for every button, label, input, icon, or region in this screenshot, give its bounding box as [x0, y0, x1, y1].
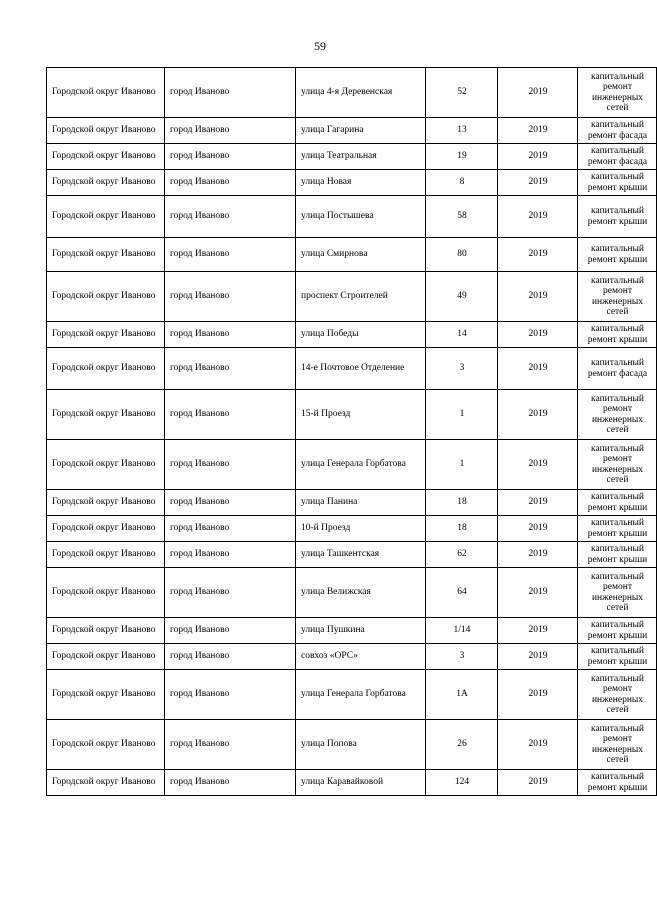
year-cell: 2019 — [498, 144, 578, 170]
table-row — [47, 516, 657, 542]
work-type-cell: капитальный ремонт крыши — [578, 238, 657, 272]
locality-cell: город Иваново — [165, 238, 296, 272]
table-row — [47, 770, 657, 796]
house-number-cell: 18 — [426, 490, 498, 516]
work-type-cell: капитальный ремонт крыши — [578, 618, 657, 644]
year-cell: 2019 — [498, 720, 578, 770]
locality-cell: город Иваново — [165, 516, 296, 542]
work-type-cell: капитальный ремонт крыши — [578, 170, 657, 196]
locality-cell: город Иваново — [165, 348, 296, 390]
year-cell: 2019 — [498, 348, 578, 390]
work-type-cell: капитальный ремонт фасада — [578, 118, 657, 144]
locality-cell: город Иваново — [165, 170, 296, 196]
locality-cell: город Иваново — [165, 196, 296, 238]
municipality-cell: Городской округ Иваново — [47, 390, 165, 440]
work-type-cell: капитальный ремонт крыши — [578, 770, 657, 796]
year-cell: 2019 — [498, 238, 578, 272]
house-number-cell: 1/14 — [426, 618, 498, 644]
year-cell: 2019 — [498, 542, 578, 568]
street-cell: 10-й Проезд — [296, 516, 426, 542]
street-cell: улица Ташкентская — [296, 542, 426, 568]
municipality-cell: Городской округ Иваново — [47, 490, 165, 516]
house-number-cell: 13 — [426, 118, 498, 144]
work-type-cell: капитальный ремонт инженерных сетей — [578, 68, 657, 118]
year-cell: 2019 — [498, 440, 578, 490]
locality-cell: город Иваново — [165, 144, 296, 170]
year-cell: 2019 — [498, 68, 578, 118]
year-cell: 2019 — [498, 196, 578, 238]
house-number-cell: 62 — [426, 542, 498, 568]
table-row — [47, 670, 657, 720]
locality-cell: город Иваново — [165, 68, 296, 118]
table-row — [47, 322, 657, 348]
locality-cell: город Иваново — [165, 618, 296, 644]
municipality-cell: Городской округ Иваново — [47, 516, 165, 542]
house-number-cell: 49 — [426, 272, 498, 322]
year-cell: 2019 — [498, 390, 578, 440]
house-number-cell: 14 — [426, 322, 498, 348]
work-type-cell: капитальный ремонт инженерных сетей — [578, 390, 657, 440]
table-row — [47, 118, 657, 144]
work-type-cell: капитальный ремонт крыши — [578, 644, 657, 670]
house-number-cell: 3 — [426, 348, 498, 390]
locality-cell: город Иваново — [165, 720, 296, 770]
table-row — [47, 144, 657, 170]
municipality-cell: Городской округ Иваново — [47, 618, 165, 644]
house-number-cell: 52 — [426, 68, 498, 118]
table-row — [47, 490, 657, 516]
municipality-cell: Городской округ Иваново — [47, 68, 165, 118]
street-cell: 14-е Почтовое Отделение — [296, 348, 426, 390]
table-row — [47, 196, 657, 238]
work-type-cell: капитальный ремонт инженерных сетей — [578, 720, 657, 770]
year-cell: 2019 — [498, 516, 578, 542]
table-row — [47, 170, 657, 196]
municipality-cell: Городской округ Иваново — [47, 568, 165, 618]
year-cell: 2019 — [498, 770, 578, 796]
house-number-cell: 8 — [426, 170, 498, 196]
page-number: 59 — [314, 39, 326, 53]
municipality-cell: Городской округ Иваново — [47, 170, 165, 196]
street-cell: улица Новая — [296, 170, 426, 196]
street-cell: совхоз «ОРС» — [296, 644, 426, 670]
table-row — [47, 272, 657, 322]
street-cell: улица Генерала Горбатова — [296, 670, 426, 720]
year-cell: 2019 — [498, 322, 578, 348]
work-type-cell: капитальный ремонт инженерных сетей — [578, 440, 657, 490]
municipality-cell: Городской округ Иваново — [47, 644, 165, 670]
work-type-cell: капитальный ремонт крыши — [578, 196, 657, 238]
street-cell: улица Гагарина — [296, 118, 426, 144]
house-number-cell: 19 — [426, 144, 498, 170]
locality-cell: город Иваново — [165, 770, 296, 796]
municipality-cell: Городской округ Иваново — [47, 238, 165, 272]
work-type-cell: капитальный ремонт инженерных сетей — [578, 272, 657, 322]
year-cell: 2019 — [498, 170, 578, 196]
municipality-cell: Городской округ Иваново — [47, 440, 165, 490]
house-number-cell: 1 — [426, 440, 498, 490]
table-row — [47, 238, 657, 272]
year-cell: 2019 — [498, 618, 578, 644]
street-cell: улица Панина — [296, 490, 426, 516]
street-cell: улица Театральная — [296, 144, 426, 170]
work-type-cell: капитальный ремонт фасада — [578, 144, 657, 170]
work-type-cell: капитальный ремонт крыши — [578, 516, 657, 542]
table-row — [47, 68, 657, 118]
locality-cell: город Иваново — [165, 390, 296, 440]
municipality-cell: Городской округ Иваново — [47, 542, 165, 568]
locality-cell: город Иваново — [165, 490, 296, 516]
municipality-cell: Городской округ Иваново — [47, 348, 165, 390]
work-type-cell: капитальный ремонт крыши — [578, 322, 657, 348]
street-cell: улица 4-я Деревенская — [296, 68, 426, 118]
street-cell: улица Победы — [296, 322, 426, 348]
locality-cell: город Иваново — [165, 118, 296, 144]
locality-cell: город Иваново — [165, 644, 296, 670]
house-number-cell: 26 — [426, 720, 498, 770]
year-cell: 2019 — [498, 118, 578, 144]
year-cell: 2019 — [498, 568, 578, 618]
street-cell: проспект Строителей — [296, 272, 426, 322]
year-cell: 2019 — [498, 272, 578, 322]
street-cell: улица Постышева — [296, 196, 426, 238]
locality-cell: город Иваново — [165, 322, 296, 348]
municipality-cell: Городской округ Иваново — [47, 322, 165, 348]
street-cell: улица Попова — [296, 720, 426, 770]
locality-cell: город Иваново — [165, 440, 296, 490]
street-cell: 15-й Проезд — [296, 390, 426, 440]
municipality-cell: Городской округ Иваново — [47, 272, 165, 322]
table-row — [47, 390, 657, 440]
street-cell: улица Пушкина — [296, 618, 426, 644]
house-number-cell: 80 — [426, 238, 498, 272]
work-type-cell: капитальный ремонт крыши — [578, 490, 657, 516]
street-cell: улица Каравайковой — [296, 770, 426, 796]
house-number-cell: 64 — [426, 568, 498, 618]
year-cell: 2019 — [498, 644, 578, 670]
table-row — [47, 348, 657, 390]
municipality-cell: Городской округ Иваново — [47, 144, 165, 170]
locality-cell: город Иваново — [165, 272, 296, 322]
locality-cell: город Иваново — [165, 568, 296, 618]
repair-registry-table — [46, 67, 657, 796]
municipality-cell: Городской округ Иваново — [47, 670, 165, 720]
year-cell: 2019 — [498, 490, 578, 516]
work-type-cell: капитальный ремонт инженерных сетей — [578, 670, 657, 720]
house-number-cell: 58 — [426, 196, 498, 238]
locality-cell: город Иваново — [165, 542, 296, 568]
house-number-cell: 18 — [426, 516, 498, 542]
street-cell: улица Генерала Горбатова — [296, 440, 426, 490]
house-number-cell: 1 — [426, 390, 498, 440]
locality-cell: город Иваново — [165, 670, 296, 720]
table-row — [47, 720, 657, 770]
municipality-cell: Городской округ Иваново — [47, 196, 165, 238]
work-type-cell: капитальный ремонт фасада — [578, 348, 657, 390]
table-row — [47, 440, 657, 490]
municipality-cell: Городской округ Иваново — [47, 720, 165, 770]
year-cell: 2019 — [498, 670, 578, 720]
municipality-cell: Городской округ Иваново — [47, 770, 165, 796]
work-type-cell: капитальный ремонт инженерных сетей — [578, 568, 657, 618]
table-row — [47, 618, 657, 644]
street-cell: улица Велижская — [296, 568, 426, 618]
house-number-cell: 1А — [426, 670, 498, 720]
table-row — [47, 542, 657, 568]
street-cell: улица Смирнова — [296, 238, 426, 272]
house-number-cell: 124 — [426, 770, 498, 796]
work-type-cell: капитальный ремонт крыши — [578, 542, 657, 568]
table-row — [47, 568, 657, 618]
house-number-cell: 3 — [426, 644, 498, 670]
table-row — [47, 644, 657, 670]
municipality-cell: Городской округ Иваново — [47, 118, 165, 144]
